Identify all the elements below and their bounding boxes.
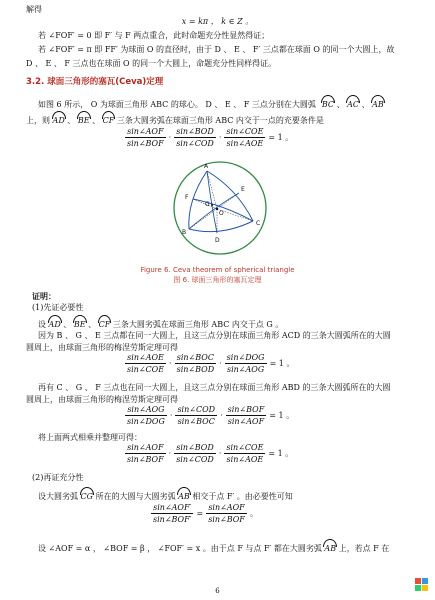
label-d: D [215,237,220,244]
section-title: 3.2. 球面三角形的塞瓦(Ceva)定理 [26,77,164,87]
point-o [216,208,218,210]
ceva-equation: $\frac{\text{sin∠AOF}}{\text{sin∠BOF}}$ · $\frac{\text{sin∠BOD}}{\text{sin∠COD}}$ · $\frac{\text{sin∠COE}}{\text{sin∠AOE}}$ = 1 。 [127,127,294,148]
arc-cg: CG [81,488,94,503]
arc-be: BE [78,112,90,127]
ratio-equation: $\frac{\text{sin∠AOF′}}{\text{sin∠BOF′}}$ = $\frac{\text{sin∠AOF}}{\text{sin∠BOF}}$ 。 [153,503,258,524]
figure-caption-en: Figure 6. Ceva theorem of spherical triangle [140,266,295,274]
paragraph-line: 因为 B 、 G 、 E 三点都在同一大圆上，且这三点分别在球面三角形 ACD 的三条大圆弧所在的大圆 [38,331,391,340]
menelaus-equation-2: $\frac{\text{sin∠AOG}}{\text{sin∠DOG}}$ · $\frac{\text{sin∠COD}}{\text{sin∠BOC}}$ · $\frac{\text{sin∠BOF}}{\text{sin∠AOF}}$ = 1 。 [127,405,295,426]
equation-solution: x = kπ ， k ∈ Z 。 [181,17,254,26]
page-number: 6 [215,587,220,595]
paragraph-line: 将上面两式相乘并整理可得： [38,433,142,442]
text-line: 若 ∠FOF′ = π 即 FF′ 为球面 O 的直径时，由于 D 、 E 、 F′ 三点都在球面 O 的同一个大圆上，故 [38,45,395,54]
label-a: A [204,163,209,170]
text-line: 解得 [26,5,42,14]
necessity-heading: (1)先证必要性 [32,303,84,312]
arc-cf: CF [99,316,111,331]
label-e: E [241,186,245,193]
paragraph-line: 设 ∠AOF = α ， ∠BOF = β ， ∠FOF′ = x 。由于点 F 与点 F′ 都在大圆劣弧 AB 上，若点 F 在 [38,540,415,555]
text-line: 若 ∠FOF′ = 0 即 F′ 与 F 两点重合，此时命题充分性显然得证； [38,31,270,40]
label-o: O [219,210,224,217]
text-line: D 、 E 、 F 三点也在球面 O 的同一个大圆上，命题充分性同样得证。 [26,59,277,68]
arc-ab: AB [372,96,384,111]
paragraph-line: 设大圆劣弧 CG 所在的大圆与大圆劣弧 AB 相交于点 F′ 。由必要性可知 [38,488,415,503]
point-g [211,204,213,206]
spherical-triangle-figure [165,155,275,260]
sufficiency-heading: (2)再证充分性 [32,473,84,482]
paragraph-line: 设 AD 、 BE 、 CF 三条大圆劣弧在球面三角形 ABC 内交于点 G 。 [38,316,415,331]
paragraph-line: 上，则 AD 、 BE 、 CF 三条大圆劣弧在球面三角形 ABC 内交于一点的充要条件是 [26,112,415,127]
paragraph-line: 再有 C 、 G 、 F 三点也在同一大圆上，且这三点分别在球面三角形 ABD 的三条大圆弧所在的大圆 [38,383,391,392]
label-c: C [256,220,261,227]
arc-ad: AD [53,112,65,127]
label-b: B [182,229,187,236]
arc-be: BE [74,316,86,331]
paragraph-line: 圆周上，由球面三角形的梅涅劳斯定理可得 [26,395,178,404]
paragraph-line: 圆周上，由球面三角形的梅涅劳斯定理可得 [26,343,178,352]
arc-ab: AB [324,540,336,555]
arc-cf: CF [103,112,115,127]
paragraph-line: 如图 6 所示， O 为球面三角形 ABC 的球心。 D 、 E 、 F 三点分别在大圆弧 BC 、 AC 、 AB [38,96,415,111]
arc-bc: BC [322,96,334,111]
sphere-outline [174,162,266,254]
label-g: G [205,201,210,208]
label-f: F [185,194,189,201]
arc-ab: AB [178,488,190,503]
arc-ac: AC [347,96,359,111]
menelaus-equation-1: $\frac{\text{sin∠AOE}}{\text{sin∠COE}}$ · $\frac{\text{sin∠BOC}}{\text{sin∠BOD}}$ · $\frac{\text{sin∠DOG}}{\text{sin∠AOG}}$ = 1 。 [127,353,295,374]
proof-heading: 证明： [32,291,56,301]
product-equation: $\frac{\text{sin∠AOF}}{\text{sin∠BOF}}$ · $\frac{\text{sin∠BOD}}{\text{sin∠COD}}$ · $\frac{\text{sin∠COE}}{\text{sin∠AOE}}$ = 1 。 [127,443,294,464]
figure-caption-zh: 图 6. 球面三角形的塞瓦定理 [173,276,262,284]
arc-bc-curve [189,221,253,232]
arc-ad: AD [49,316,61,331]
reader-logo-icon[interactable] [415,578,429,592]
